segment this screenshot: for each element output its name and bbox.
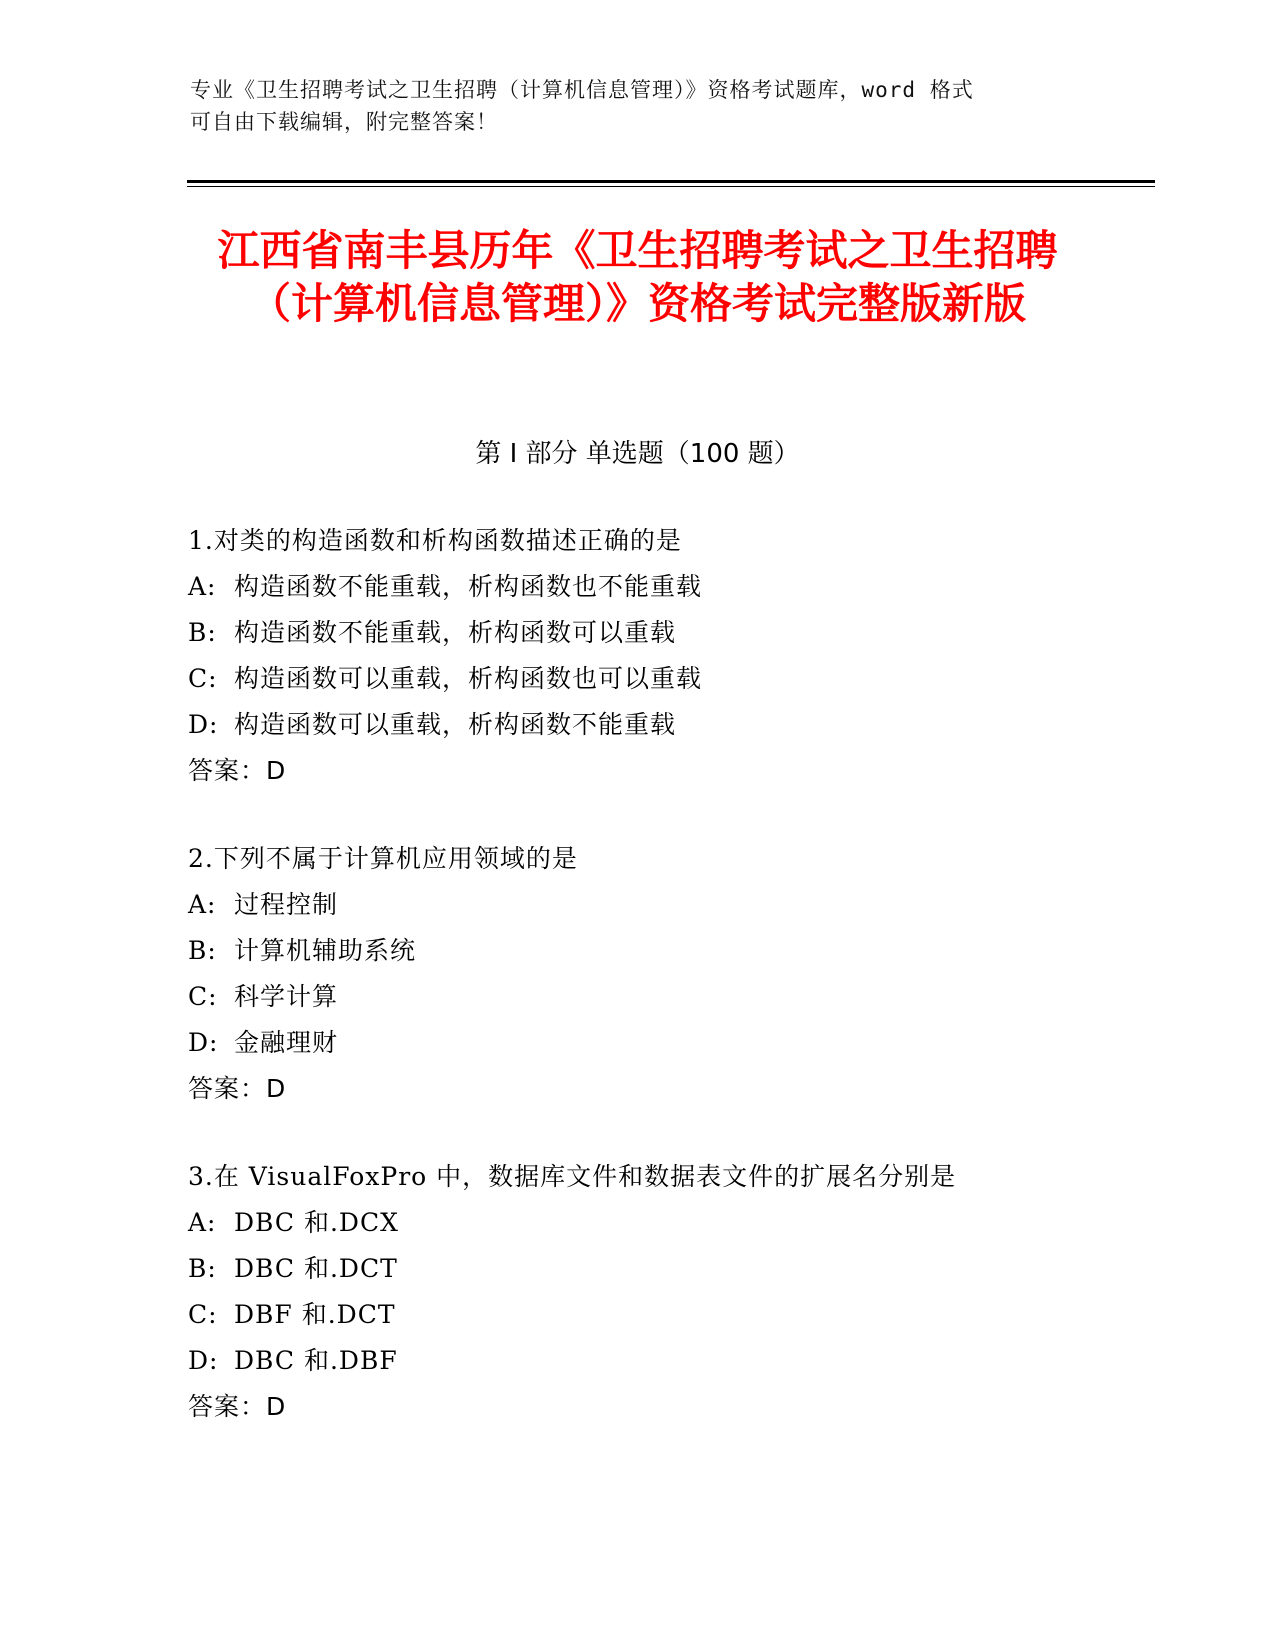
question-2 xyxy=(188,836,1148,1112)
option-label: C: xyxy=(188,1300,218,1329)
header-note xyxy=(190,74,1070,138)
option-a xyxy=(188,882,1148,928)
option-label: C: xyxy=(188,664,218,693)
option-d xyxy=(188,1338,1148,1384)
option-label: A: xyxy=(188,572,217,601)
option-text: DBC 和.DBF xyxy=(234,1346,398,1375)
option-text: 构造函数可以重载，析构函数不能重载 xyxy=(234,710,677,739)
option-c xyxy=(188,656,1148,702)
answer: 答案：D xyxy=(188,756,287,785)
option-text: 过程控制 xyxy=(234,890,339,919)
question-stem: 1.对类的构造函数和析构函数描述正确的是 xyxy=(188,526,682,555)
document-title: 江西省南丰县历年《卫生招聘考试之卫生招聘（计算机信息管理）》资格考试完整版新版 xyxy=(217,226,1058,328)
option-label: D: xyxy=(188,1346,219,1375)
option-d xyxy=(188,702,1148,748)
option-a xyxy=(188,1200,1148,1246)
header-note-line-2: 可自由下载编辑，附完整答案！ xyxy=(190,110,498,134)
option-text: DBC 和.DCT xyxy=(234,1254,398,1283)
option-text: 金融理财 xyxy=(234,1028,339,1057)
option-b xyxy=(188,928,1148,974)
option-label: D: xyxy=(188,1028,219,1057)
option-text: 计算机辅助系统 xyxy=(234,936,417,965)
header-rule-thin xyxy=(187,186,1155,187)
option-c xyxy=(188,974,1148,1020)
option-label: A: xyxy=(188,890,217,919)
option-text: 构造函数不能重载，析构函数也不能重载 xyxy=(234,572,703,601)
option-label: B: xyxy=(188,936,217,965)
option-text: 构造函数可以重载，析构函数也可以重载 xyxy=(234,664,703,693)
header-note-line-1: 专业《卫生招聘考试之卫生招聘（计算机信息管理）》资格考试题库，word 格式 xyxy=(190,78,974,102)
option-text: DBF 和.DCT xyxy=(234,1300,396,1329)
question-stem: 3.在 VisualFoxPro 中，数据库文件和数据表文件的扩展名分别是 xyxy=(188,1162,957,1191)
option-d xyxy=(188,1020,1148,1066)
option-label: D: xyxy=(188,710,219,739)
answer: 答案：D xyxy=(188,1392,287,1421)
option-label: B: xyxy=(188,1254,217,1283)
question-stem: 2.下列不属于计算机应用领域的是 xyxy=(188,844,578,873)
option-text: 科学计算 xyxy=(234,982,339,1011)
option-label: B: xyxy=(188,618,217,647)
option-text: 构造函数不能重载，析构函数可以重载 xyxy=(234,618,677,647)
option-b xyxy=(188,1246,1148,1292)
header-rule-thick xyxy=(187,180,1155,183)
question-3 xyxy=(188,1154,1148,1430)
option-label: A: xyxy=(188,1208,217,1237)
option-c xyxy=(188,1292,1148,1338)
answer: 答案：D xyxy=(188,1074,287,1103)
section-title: 第 I 部分 单选题（100 题） xyxy=(475,439,800,469)
question-1 xyxy=(188,518,1148,794)
option-a xyxy=(188,564,1148,610)
option-label: C: xyxy=(188,982,218,1011)
option-text: DBC 和.DCX xyxy=(234,1208,399,1237)
option-b xyxy=(188,610,1148,656)
